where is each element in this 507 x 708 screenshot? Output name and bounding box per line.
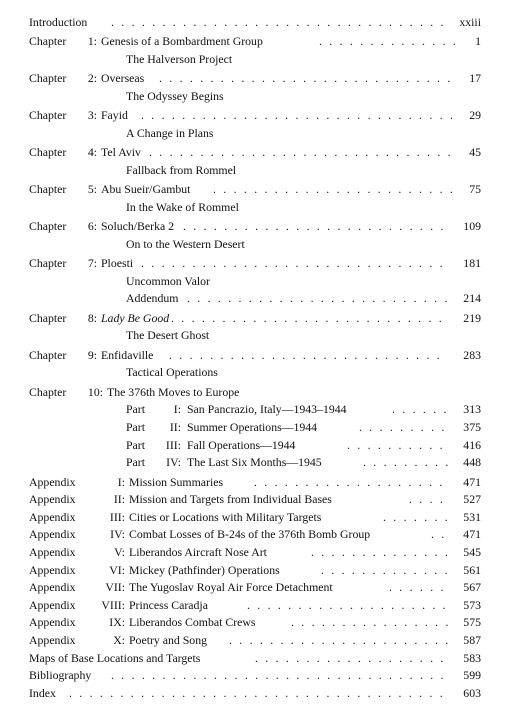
entry-page: 448 — [463, 455, 481, 470]
entry-title: Genesis of a Bombardment Group — [101, 34, 263, 49]
entry-title: San Pancrazio, Italy—1943–1944 — [187, 402, 347, 417]
entry-page: 573 — [463, 597, 481, 612]
entry-label: Appendix — [29, 580, 76, 595]
toc-entry-bibliography — [29, 667, 481, 685]
entry-number: 9: — [87, 347, 97, 362]
entry-page: 109 — [463, 219, 481, 234]
dot-leader — [141, 255, 447, 273]
entry-title: Tel Aviv — [101, 145, 141, 160]
toc-entry-appendix-5 — [29, 544, 481, 562]
entry-title: Mission Summaries — [129, 474, 224, 489]
entry-page: 17 — [469, 71, 481, 86]
toc-entry-chapter-4 — [29, 144, 481, 162]
dot-leader — [69, 685, 449, 703]
entry-number: 7: — [87, 256, 97, 271]
toc-entry-subtitle: The Halverson Project — [126, 51, 233, 66]
entry-title: Index — [29, 685, 56, 700]
toc-entry-subtitle: A Change in Plans — [126, 125, 214, 140]
toc-entry-chapter-2 — [29, 70, 481, 88]
entry-title: Liberandos Aircraft Nose Art — [129, 544, 267, 559]
toc-entry-chapter-3 — [29, 107, 481, 125]
toc-entry-appendix-10 — [29, 632, 481, 650]
entry-number: 8: — [87, 310, 97, 325]
dot-leader — [363, 454, 449, 472]
entry-title: Introduction — [29, 15, 88, 29]
entry-page: 416 — [463, 437, 481, 452]
entry-label: Chapter — [29, 108, 67, 123]
entry-page: 75 — [469, 182, 481, 197]
entry-page: 375 — [463, 420, 481, 435]
entry-title: Fayid — [101, 108, 128, 123]
entry-page: 45 — [469, 145, 481, 160]
toc-entry-appendix-4 — [29, 526, 481, 544]
toc-entry-subtitle: The Desert Ghost — [126, 328, 210, 343]
entry-title: Summer Operations—1944 — [187, 420, 318, 435]
toc-entry-subtitle: Tactical Operations — [126, 365, 218, 380]
entry-label: Chapter — [29, 256, 67, 271]
dot-leader — [183, 218, 447, 236]
entry-page: 283 — [463, 347, 481, 362]
entry-number: I: — [117, 474, 125, 489]
dot-leader — [141, 107, 455, 125]
entry-title: The 376th Moves to Europe — [107, 384, 240, 399]
entry-page: 587 — [463, 632, 481, 647]
entry-page: 1 — [475, 34, 481, 49]
toc-entry-subtitle: On to the Western Desert — [126, 236, 245, 251]
toc-entry-appendix-9 — [29, 614, 481, 632]
dot-leader — [383, 509, 449, 527]
entry-number: VI: — [109, 562, 125, 577]
entry-page: xxiii — [459, 15, 481, 29]
dot-leader — [169, 347, 447, 365]
dot-leader — [255, 650, 449, 668]
toc-entry-appendix-8 — [29, 597, 481, 615]
entry-label: Appendix — [29, 474, 76, 489]
entry-number: IV: — [166, 455, 181, 470]
entry-number: IX: — [109, 615, 125, 630]
entry-label: Part — [126, 402, 146, 417]
entry-label: Part — [126, 437, 146, 452]
entry-number: IV: — [110, 527, 125, 542]
toc-entry-subtitle: The Odyssey Begins — [126, 88, 224, 103]
dot-leader — [311, 544, 449, 562]
entry-page: 471 — [463, 527, 481, 542]
entry-page: 214 — [463, 291, 481, 306]
entry-label: Chapter — [29, 145, 67, 160]
entry-title: The Yugoslav Royal Air Force Detachment — [129, 580, 333, 595]
toc-entry-index — [29, 685, 481, 703]
entry-label: Appendix — [29, 492, 76, 507]
entry-number: 4: — [87, 145, 97, 160]
dot-leader — [159, 70, 455, 88]
entry-title: Poetry and Song — [129, 632, 207, 647]
dot-leader — [149, 144, 455, 162]
entry-label: Appendix — [29, 509, 76, 524]
entry-page: 603 — [463, 685, 481, 700]
entry-title: Fall Operations—1944 — [187, 437, 296, 452]
entry-page: 545 — [463, 544, 481, 559]
toc-entry-chapter-10 — [29, 384, 481, 402]
entry-page: 599 — [463, 668, 481, 683]
toc-entry-introduction — [29, 14, 481, 32]
entry-page: 567 — [463, 580, 481, 595]
entry-page: 575 — [463, 615, 481, 630]
entry-number: 5: — [87, 182, 97, 197]
entry-title: Abu Sueir/Gambut — [101, 182, 191, 197]
toc-entry-chapter-5 — [29, 181, 481, 199]
entry-page: 219 — [463, 310, 481, 325]
entry-title: Enfidaville — [101, 347, 154, 362]
toc-entry-part-2 — [29, 419, 481, 437]
entry-title: The Last Six Months—1945 — [187, 455, 322, 470]
toc-entry-addendum — [29, 290, 481, 308]
dot-leader — [247, 597, 449, 615]
entry-number: III: — [165, 437, 181, 452]
entry-page: 181 — [463, 256, 481, 271]
entry-number: 10: — [87, 384, 103, 399]
dot-leader — [359, 419, 449, 437]
entry-label: Chapter — [29, 384, 67, 399]
dot-leader — [347, 437, 449, 455]
entry-page: 531 — [463, 509, 481, 524]
entry-label: Part — [126, 420, 146, 435]
entry-label: Appendix — [29, 562, 76, 577]
entry-page: 583 — [463, 650, 481, 665]
toc-entry-subtitle: Uncommon Valor — [126, 273, 210, 288]
dot-leader — [213, 181, 455, 199]
entry-page: 29 — [469, 108, 481, 123]
entry-label: Appendix — [29, 597, 76, 612]
dot-leader — [321, 562, 449, 580]
toc-entry-appendix-2 — [29, 491, 481, 509]
entry-number: 6: — [87, 219, 97, 234]
toc-entry-chapter-7 — [29, 255, 481, 273]
toc-entry-appendix-7 — [29, 579, 481, 597]
toc-entry-subtitle: Fallback from Rommel — [126, 162, 237, 177]
entry-title: Princess Caradja — [129, 597, 208, 612]
entry-title: Mickey (Pathfinder) Operations — [129, 562, 280, 577]
table-of-contents — [29, 14, 481, 702]
dot-leader — [392, 401, 449, 419]
entry-page: 313 — [463, 402, 481, 417]
toc-entry-appendix-3 — [29, 509, 481, 527]
entry-number: II: — [113, 492, 125, 507]
dot-leader — [291, 614, 449, 632]
toc-entry-chapter-9 — [29, 347, 481, 365]
entry-title: Addendum — [126, 291, 179, 306]
entry-title: Liberandos Combat Crews — [129, 615, 256, 630]
dot-leader — [229, 632, 449, 650]
dot-leader — [187, 290, 447, 308]
entry-title: Ploesti — [101, 256, 134, 271]
entry-label: Chapter — [29, 347, 67, 362]
entry-number: I: — [173, 402, 181, 417]
toc-entry-chapter-6 — [29, 218, 481, 236]
entry-title: Lady Be Good — [101, 310, 170, 325]
entry-number: 1: — [87, 34, 97, 49]
entry-page: 471 — [463, 474, 481, 489]
entry-title: Cities or Locations with Military Targets — [129, 509, 322, 524]
toc-entry-subtitle: In the Wake of Rommel — [126, 199, 239, 214]
dot-leader — [319, 33, 461, 51]
toc-entry-appendix-1 — [29, 474, 481, 492]
toc-entry-part-3 — [29, 437, 481, 455]
entry-label: Chapter — [29, 219, 67, 234]
toc-entry-part-4 — [29, 454, 481, 472]
toc-entry-maps — [29, 650, 481, 668]
entry-number: III: — [109, 509, 125, 524]
dot-leader — [431, 526, 449, 544]
entry-label: Appendix — [29, 632, 76, 647]
entry-label: Chapter — [29, 71, 67, 86]
entry-label: Chapter — [29, 310, 67, 325]
entry-label: Chapter — [29, 34, 67, 49]
entry-title: Mission and Targets from Individual Bases — [129, 492, 332, 507]
entry-title: Maps of Base Locations and Targets — [29, 650, 201, 665]
entry-number: 3: — [87, 108, 97, 123]
entry-number: X: — [113, 632, 125, 647]
entry-page: 561 — [463, 562, 481, 577]
entry-title: Bibliography — [29, 668, 92, 683]
entry-label: Part — [126, 455, 146, 470]
dot-leader — [171, 310, 447, 328]
entry-number: II: — [169, 420, 181, 435]
toc-entry-chapter-1 — [29, 33, 481, 51]
toc-entry-chapter-8 — [29, 310, 481, 328]
toc-entry-part-1 — [29, 401, 481, 419]
entry-label: Appendix — [29, 527, 76, 542]
entry-title: Soluch/Berka 2 — [101, 219, 175, 234]
dot-leader — [111, 667, 449, 685]
entry-number: V: — [114, 544, 125, 559]
entry-page: 527 — [463, 492, 481, 507]
entry-label: Chapter — [29, 182, 67, 197]
entry-label: Appendix — [29, 615, 76, 630]
dot-leader — [254, 474, 449, 492]
entry-title: Combat Losses of B-24s of the 376th Bomb Group — [129, 527, 371, 542]
entry-number: 2: — [87, 71, 97, 86]
dot-leader — [409, 491, 449, 509]
dot-leader — [389, 579, 449, 597]
entry-title: Overseas — [101, 71, 145, 86]
entry-number: VII: — [105, 580, 125, 595]
entry-number: VIII: — [101, 597, 125, 612]
toc-entry-appendix-6 — [29, 562, 481, 580]
entry-label: Appendix — [29, 544, 76, 559]
dot-leader — [111, 14, 449, 32]
